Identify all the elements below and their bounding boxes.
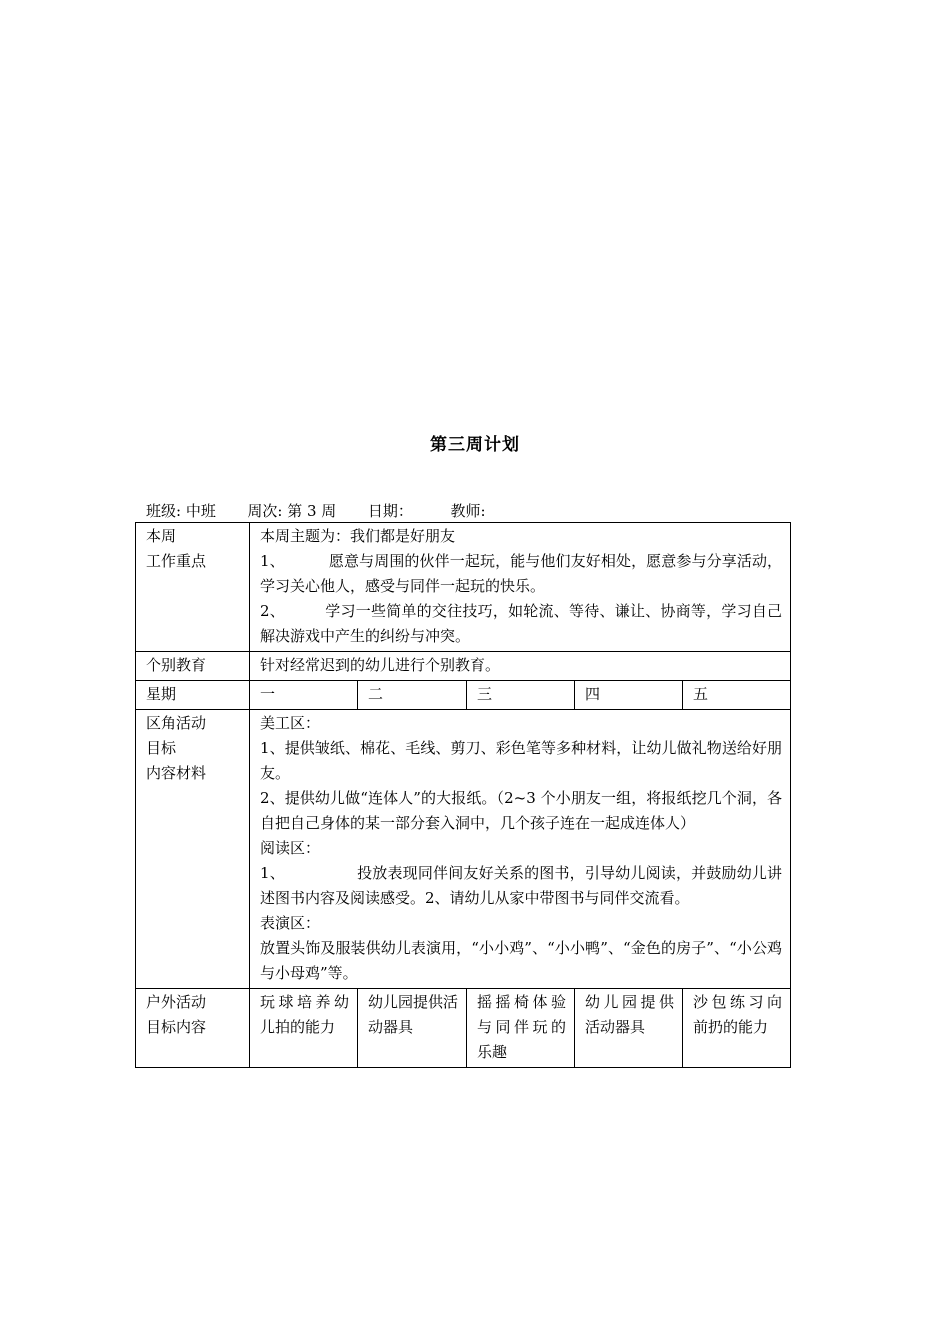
focus-label-line1: 本周	[146, 527, 177, 545]
focus-item-1-text: 愿意与周围的伙伴一起玩，能与他们友好相处，愿意参与分享活动，学习关心他人，感受与同伴一起玩的快乐。	[260, 552, 783, 595]
weekday-thu: 四	[575, 681, 683, 710]
reading-area-item	[260, 861, 782, 911]
weekday-label: 星期	[136, 681, 250, 710]
outdoor-row	[136, 989, 791, 1068]
outdoor-mon: 玩球培养幼儿拍的能力	[250, 989, 358, 1068]
performance-area-title: 表演区：	[260, 914, 321, 932]
art-area-title: 美工区：	[260, 714, 321, 732]
focus-theme: 本周主题为：我们都是好朋友	[260, 527, 456, 545]
focus-content-cell	[250, 523, 791, 652]
corner-label-line3: 内容材料	[146, 764, 207, 782]
outdoor-label-cell	[136, 989, 250, 1068]
week-field: 周次: 第 3 周	[247, 502, 337, 520]
corner-label-line2: 目标	[146, 739, 177, 757]
art-area-item-1: 1、提供皱纸、棉花、毛线、剪刀、彩色笔等多种材料，让幼儿做礼物送给好朋友。	[260, 739, 783, 782]
teacher-field: 教师:	[450, 502, 486, 520]
focus-item-2-num: 2、	[260, 602, 286, 620]
weekly-plan-table	[135, 522, 791, 1068]
weekday-mon: 一	[250, 681, 358, 710]
class-field: 班级: 中班	[146, 502, 216, 520]
page-title: 第三周计划	[430, 435, 520, 455]
reading-area-title: 阅读区：	[260, 839, 321, 857]
weekday-wed: 三	[467, 681, 575, 710]
weekday-row	[136, 681, 791, 710]
date-field: 日期：	[367, 502, 413, 520]
individual-row	[136, 652, 791, 681]
outdoor-tue: 幼儿园提供活动器具	[358, 989, 467, 1068]
focus-label-cell	[136, 523, 250, 652]
outdoor-fri: 沙包练习向前扔的能力	[683, 989, 791, 1068]
focus-item-1-num: 1、	[260, 552, 285, 570]
weekday-tue: 二	[358, 681, 467, 710]
corner-label-line1: 区角活动	[146, 714, 207, 732]
focus-label-line2: 工作重点	[146, 552, 207, 570]
weekday-fri: 五	[683, 681, 791, 710]
outdoor-thu: 幼儿园提供活动器具	[575, 989, 683, 1068]
performance-area-text: 放置头饰及服装供幼儿表演用，“小小鸡”、“小小鸭”、“金色的房子”、“小公鸡与小母鸡”等。	[260, 939, 783, 982]
individual-label: 个别教育	[136, 652, 250, 681]
reading-area-text: 投放表现同伴间友好关系的图书，引导幼儿阅读，并鼓励幼儿讲述图书内容及阅读感受。2、请幼儿从家中带图书与同伴交流看。	[260, 864, 783, 907]
outdoor-wed: 摇摇椅体验与同伴玩的乐趣	[467, 989, 575, 1068]
focus-item-2	[260, 599, 782, 649]
corner-label-cell	[136, 710, 250, 989]
outdoor-label-line2: 目标内容	[146, 1018, 207, 1036]
corner-content-cell	[250, 710, 791, 989]
art-area-item-2: 2、提供幼儿做“连体人”的大报纸。（2~3 个小朋友一组，将报纸挖几个洞，各自把自己身体的某一部分套入洞中，几个孩子连在一起成连体人）	[260, 789, 783, 832]
reading-area-num: 1、	[260, 864, 285, 882]
corner-row	[136, 710, 791, 989]
outdoor-label-line1: 户外活动	[146, 993, 207, 1011]
focus-item-1	[260, 549, 782, 599]
individual-content: 针对经常迟到的幼儿进行个别教育。	[250, 652, 791, 681]
focus-item-2-text: 学习一些简单的交往技巧，如轮流、等待、谦让、协商等，学习自己解决游戏中产生的纠纷与冲突。	[260, 602, 783, 645]
focus-row	[136, 523, 791, 652]
plan-meta	[146, 500, 486, 521]
